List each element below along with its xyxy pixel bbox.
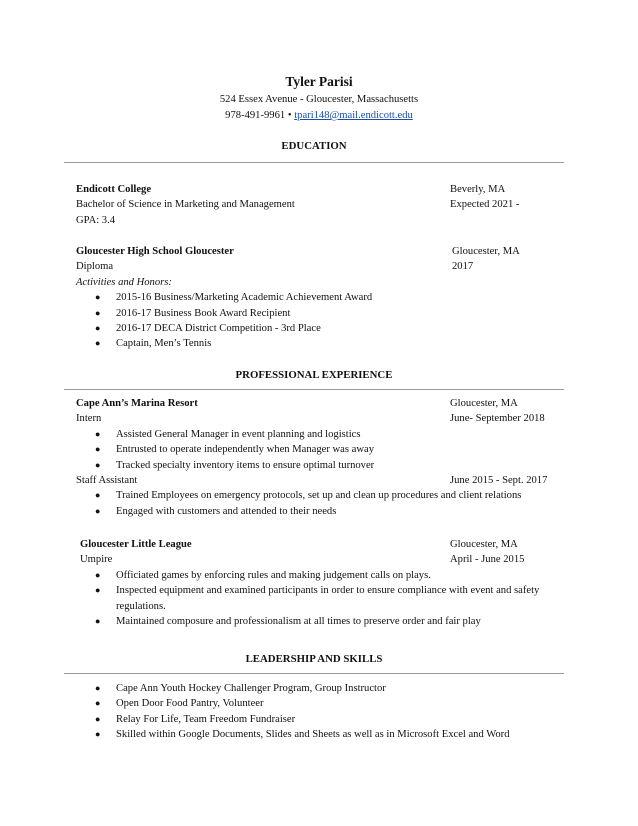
- job2-role: Umpire: [80, 554, 113, 566]
- school2-row: [64, 244, 564, 259]
- job1-role2-row: [64, 473, 564, 488]
- list-item: ● Engaged with customers and attended to their needs: [64, 504, 564, 519]
- bullet-icon: ●: [95, 683, 101, 693]
- job2-row: [64, 537, 564, 552]
- list-item: ● Officiated games by enforcing rules and making judgement calls on plays.: [64, 568, 564, 583]
- job1-role1: Intern: [76, 413, 102, 425]
- address-line: 524 Essex Avenue - Gloucester, Massachusetts: [219, 94, 419, 105]
- bullet-icon: ●: [95, 459, 101, 470]
- school1-degree-row: [64, 197, 564, 212]
- phone-number: 978-491-9961 •: [225, 110, 292, 121]
- candidate-name: Tyler Parisi: [285, 74, 353, 89]
- activities-row: [64, 275, 564, 290]
- job2-location: Gloucester, MA: [450, 539, 518, 550]
- list-item: ● 2016-17 DECA District Competition - 3rd Place: [64, 321, 564, 336]
- job1-role1-list: [64, 427, 564, 473]
- school2-location: Gloucester, MA: [452, 246, 520, 257]
- experience-heading-block: [64, 367, 564, 383]
- job2-date: April - June 2015: [450, 554, 525, 566]
- email-link[interactable]: tpari148@mail.endicott.edu: [294, 110, 413, 121]
- leadership-heading: LEADERSHIP AND SKILLS: [245, 653, 383, 665]
- education-heading: EDUCATION: [281, 140, 347, 152]
- bullet-icon: ●: [95, 505, 101, 516]
- job2-company: Gloucester Little League: [80, 539, 192, 550]
- list-item: ● Trained Employees on emergency protocols, set up and clean up procedures and client relations: [64, 488, 564, 503]
- school1-gpa-row: [64, 213, 564, 228]
- job1-role2-list: [64, 488, 564, 519]
- school2-name: Gloucester High School Gloucester: [76, 246, 234, 257]
- bullet-icon: ●: [95, 569, 101, 580]
- school1-row: [64, 182, 564, 197]
- list-item: ● Open Door Food Pantry, Volunteer: [64, 696, 564, 711]
- bullet-icon: ●: [95, 444, 101, 455]
- list-item: ● Skilled within Google Documents, Slides and Sheets as well as in Microsoft Excel and Word: [64, 727, 564, 742]
- education-section: [64, 182, 564, 228]
- job1-role2: Staff Assistant: [76, 475, 138, 486]
- experience-divider: [64, 389, 564, 390]
- bullet-icon: ●: [95, 338, 101, 349]
- leadership-list: [64, 681, 564, 743]
- resume-header: [0, 72, 638, 124]
- school2-degree: Diploma: [76, 261, 114, 273]
- school2-date: 2017: [452, 261, 474, 273]
- job1-role2-date: June 2015 - Sept. 2017: [450, 475, 548, 486]
- list-item: ● 2016-17 Business Book Award Recipient: [64, 306, 564, 321]
- bullet-icon: ●: [95, 698, 101, 709]
- education-divider: [64, 162, 564, 163]
- bullet-icon: ●: [95, 292, 101, 303]
- leadership-section: [64, 681, 564, 743]
- job2-role-row: [64, 552, 564, 567]
- job1-role1-date: June- September 2018: [450, 413, 545, 425]
- bullet-icon: ●: [95, 713, 101, 724]
- school2-degree-row: [64, 259, 564, 274]
- school1-degree: Bachelor of Science in Marketing and Management: [76, 199, 295, 211]
- job2-list: [64, 568, 564, 630]
- bullet-icon: ●: [95, 729, 101, 740]
- list-item: ● Maintained composure and professionalism at all times to preserve order and fair play: [64, 614, 564, 629]
- list-item: ● 2015-16 Business/Marketing Academic Achievement Award: [64, 290, 564, 305]
- activities-label: Activities and Honors:: [76, 276, 172, 288]
- leadership-divider: [64, 673, 564, 674]
- job2-section: [64, 537, 564, 629]
- list-item: ● Captain, Men’s Tennis: [64, 336, 564, 351]
- school1-name: Endicott College: [76, 184, 152, 195]
- bullet-icon: ●: [95, 428, 101, 439]
- contact-line: [0, 108, 638, 124]
- bullet-icon: ●: [95, 490, 101, 501]
- list-item: ● Inspected equipment and examined participants in order to ensure compliance with event and safety regulations.: [95, 585, 540, 612]
- school1-location: Beverly, MA: [450, 184, 506, 195]
- list-item: ● Entrusted to operate independently when Manager was away: [64, 442, 564, 457]
- job1-company: Cape Ann’s Marina Resort: [76, 398, 198, 409]
- bullet-icon: ●: [95, 616, 101, 626]
- school1-gpa: GPA: 3.4: [76, 214, 116, 226]
- list-item: ● Tracked specialty inventory items to ensure optimal turnover: [64, 458, 564, 473]
- list-item: ● Assisted General Manager in event planning and logistics: [64, 427, 564, 442]
- honors-list: [64, 290, 564, 352]
- list-item: ● Relay For Life, Team Freedom Fundraiser: [64, 712, 564, 727]
- bullet-icon: ●: [95, 322, 101, 333]
- job1-location: Gloucester, MA: [450, 398, 518, 409]
- experience-heading: PROFESSIONAL EXPERIENCE: [235, 369, 393, 381]
- list-item: ● Cape Ann Youth Hockey Challenger Program, Group Instructor: [64, 681, 564, 696]
- education-heading-block: [64, 138, 564, 154]
- bullet-icon: ●: [95, 585, 101, 596]
- job1-row: [64, 396, 564, 411]
- school1-date: Expected 2021 -: [450, 199, 520, 211]
- job1-section: [64, 396, 564, 519]
- bullet-icon: ●: [95, 307, 101, 318]
- school2-section: [64, 244, 564, 352]
- job1-role1-row: [64, 411, 564, 426]
- leadership-heading-block: [64, 651, 564, 667]
